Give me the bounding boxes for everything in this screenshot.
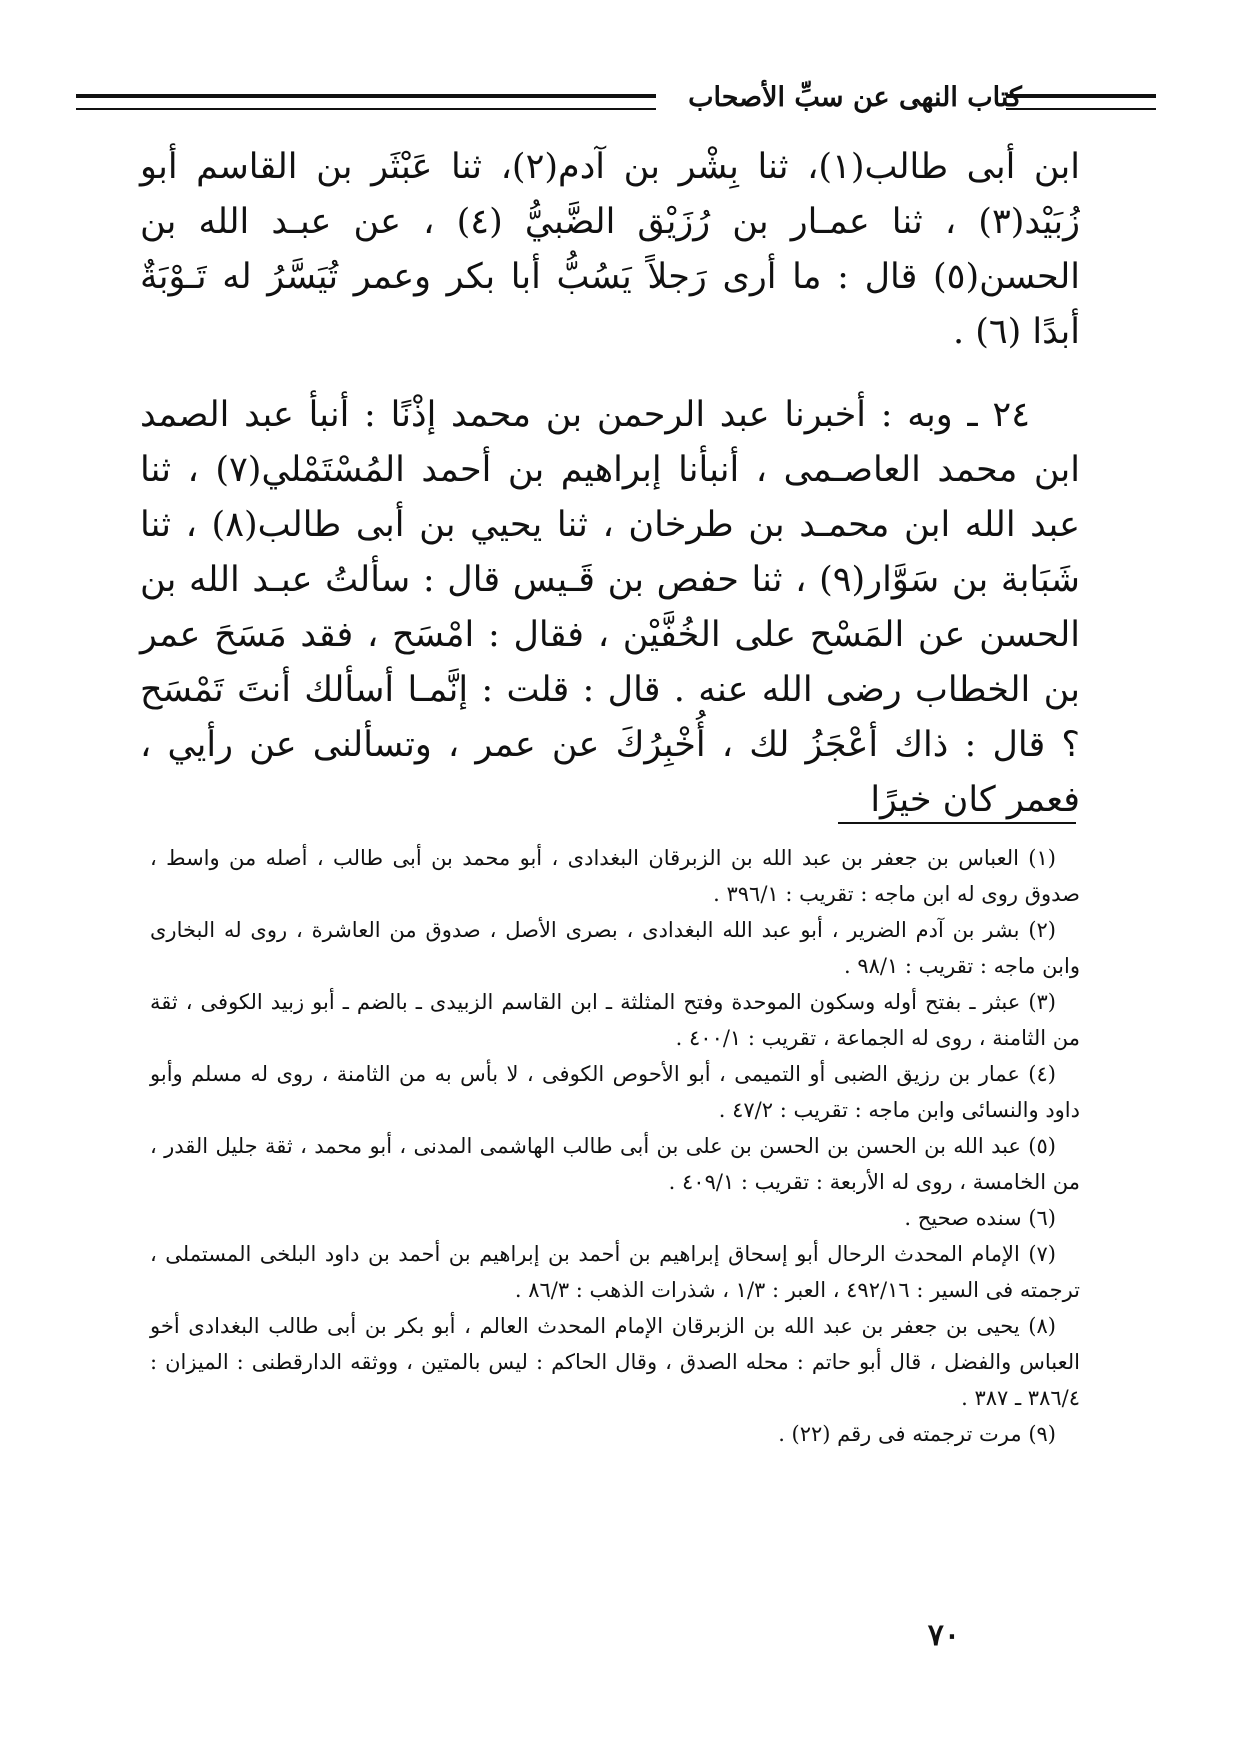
footnote-2: (٢) بشر بن آدم الضرير ، أبو عبد الله البغدادى ، بصرى الأصل ، صدوق من العاشرة ، روى له البخارى وابن ماجه : تقريب : ٩٨/١ . bbox=[150, 918, 1080, 978]
page-number: ٧٠ bbox=[927, 1618, 960, 1653]
footnote-1: (١) العباس بن جعفر بن عبد الله بن الزبرقان البغدادى ، أبو محمد بن أبى طالب ، أصله من واسط ، صدوق روى له ابن ماجه : تقريب : ٣٩٦/١ . bbox=[150, 846, 1080, 906]
paragraph-2: ٢٤ ـ وبه : أخبرنا عبد الرحمن بن محمد إذْنًا : أنبأ عبد الصمد ابن محمد العاصـمى ، أنبأنا إبراهيم بن أحمد المُسْتَمْلي(٧) ، ثنا عبد الله ابن محمـد بن طرخان ، ثنا يحيي بن أبى طالب(٨) ، ثنا شَبَابة بن سَوَّار(٩) ، ثنا حفص بن قَـيس قال : سألتُ عبـد الله بن الحسن عن المَسْح على الخُفَّيْن ، فقال : امْسَح ، فقد مَسَحَ عمر بن الخطاب رضى الله عنه . قال : قلت : إنَّمـا أسألك أنتَ تَمْسَح ؟ قال : ذاك أعْجَزُ لك ، أُخْبِرُكَ عن عمر ، وتسألنى عن رأيي ، فعمر كان خيرًا bbox=[140, 395, 1080, 820]
paragraph-1: ابن أبى طالب(١)، ثنا بِشْر بن آدم(٢)، ثنا عَبْثَر بن القاسم أبو زُبَيْد(٣) ، ثنا عمـار بن رُزَيْق الضَّبيُّ (٤) ، عن عبـد الله بن الحسن(٥) قال : ما أرى رَجلاً يَسُبُّ أبا بكر وعمر تُيَسَّرُ له تَـوْبَةٌ أبدًا (٦) . bbox=[140, 147, 1081, 352]
footnote-3: (٣) عبثر ـ بفتح أوله وسكون الموحدة وفتح المثلثة ـ ابن القاسم الزبيدى ـ بالضم ـ أبو زبيد الكوفى ، ثقة من الثامنة ، روى له الجماعة ، تقريب : ٤٠٠/١ . bbox=[150, 990, 1080, 1050]
footnote-6: (٦) سنده صحيح . bbox=[904, 1206, 1056, 1230]
footnote-9: (٩) مرت ترجمته فى رقم (٢٢) . bbox=[778, 1422, 1056, 1446]
footnote-divider bbox=[838, 822, 1076, 824]
header-rule-right bbox=[1006, 94, 1156, 110]
footnotes bbox=[150, 840, 1080, 1452]
main-text bbox=[140, 140, 1080, 828]
header-rule-left bbox=[76, 94, 656, 110]
book-title: كتاب النهى عن سبِّ الأصحاب bbox=[688, 82, 1022, 113]
footnote-8: (٨) يحيى بن جعفر بن عبد الله بن الزبرقان الإمام المحدث العالم ، أبو بكر بن أبى طالب البغدادى أخو العباس والفضل ، قال أبو حاتم : محله الصدق ، وقال الحاكم : ليس بالمتين ، ووثقه الدارقطنى : الميزان : ٣٨٦/٤ ـ ٣٨٧ . bbox=[150, 1314, 1080, 1410]
running-header bbox=[70, 80, 1170, 120]
footnote-7: (٧) الإمام المحدث الرحال أبو إسحاق إبراهيم بن أحمد بن إبراهيم بن أحمد بن داود البلخى المستملى ، ترجمته فى السير : ٤٩٢/١٦ ، العبر : ١/٣ ، شذرات الذهب : ٨٦/٣ . bbox=[150, 1242, 1080, 1302]
footnote-4: (٤) عمار بن رزيق الضبى أو التميمى ، أبو الأحوص الكوفى ، لا بأس به من الثامنة ، روى له مسلم وأبو داود والنسائى وابن ماجه : تقريب : ٤٧/٢ . bbox=[150, 1062, 1080, 1122]
footnote-5: (٥) عبد الله بن الحسن بن الحسن بن على بن أبى طالب الهاشمى المدنى ، أبو محمد ، ثقة جليل القدر ، من الخامسة ، روى له الأربعة : تقريب : ٤٠٩/١ . bbox=[150, 1134, 1080, 1194]
